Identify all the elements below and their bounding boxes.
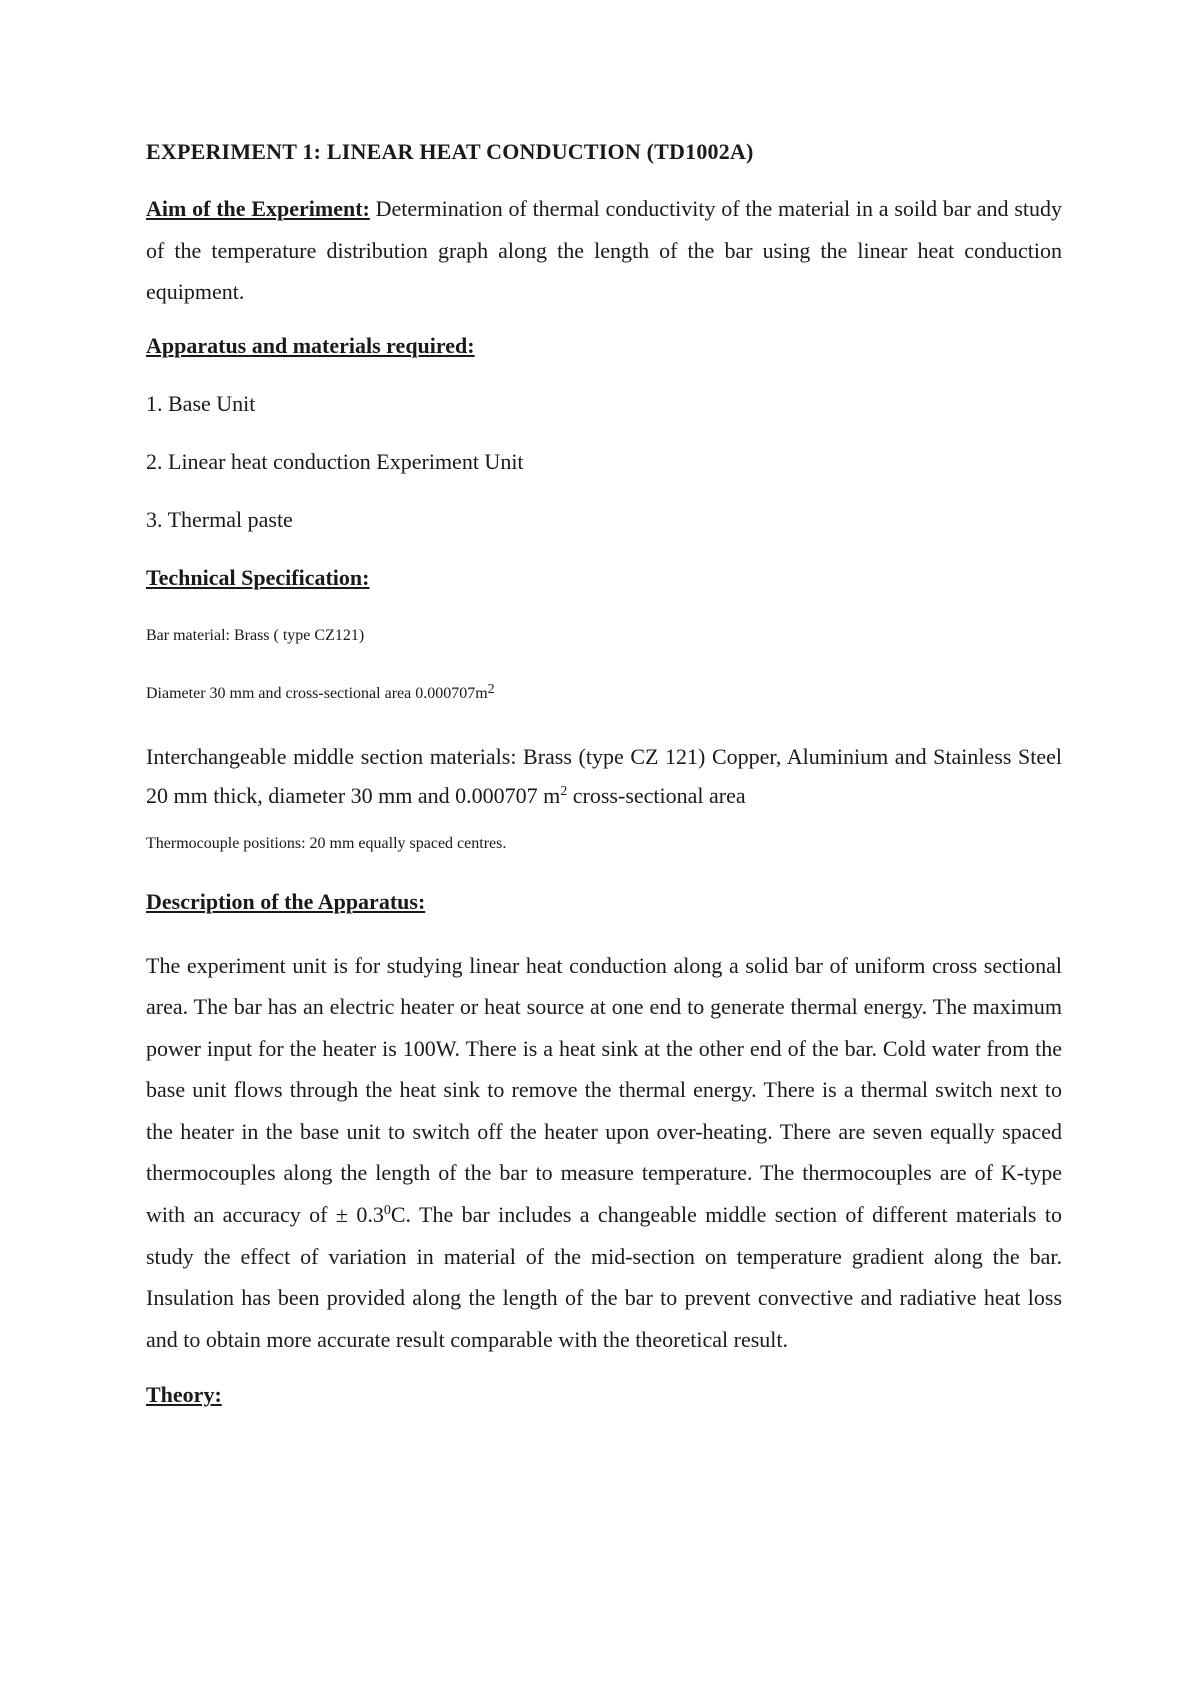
description-text-a: The experiment unit is for studying linear heat conduction along a solid bar of uniform cross sectional area. The bar has an electric heater or heat source at one end to generate thermal energy. The maximum power input for the heater is 100W. There is a heat sink at the other end of the bar. Cold water from the base unit flows through the heat sink to remove the thermal energy. There is a thermal switch next to the heater in the base unit to switch off the heater upon over-heating. There are seven equally spaced thermocouples along the length of the bar to measure temperature. The thermocouples are of K-type with an accuracy of ± 0.3 [146, 952, 1062, 1228]
description-heading: Description of the Apparatus: [146, 888, 426, 914]
theory-heading: Theory: [146, 1382, 222, 1408]
thermocouple-spec: Thermocouple positions: 20 mm equally spaced centres. [146, 834, 507, 852]
description-text-b: C. The bar includes a changeable middle section of different materials to study the effect of variation in material of the mid-section on temperature gradient along the bar. Insulation has been provided along the length of the bar to prevent convective and radiative heat loss and to obtain more accurate result comparable with the theoretical result. [146, 1202, 1062, 1352]
apparatus-item: 1. Base Unit [146, 390, 256, 416]
apparatus-item: 3. Thermal paste [146, 506, 293, 532]
diameter-superscript: 2 [487, 681, 495, 697]
page-title: EXPERIMENT 1: LINEAR HEAT CONDUCTION (TD1002A) [146, 139, 754, 164]
description-paragraph [146, 945, 1062, 1361]
middle-superscript: 2 [560, 783, 568, 799]
aim-text: Determination of thermal conductivity of the material in a soild bar and study of the temperature distribution graph along the length of the bar using the linear heat conduction equipment. [146, 196, 1062, 304]
diameter-text: Diameter 30 mm and cross-sectional area 0.000707m [146, 684, 488, 702]
middle-text-b: cross-sectional area [567, 782, 746, 808]
apparatus-item: 2. Linear heat conduction Experiment Unit [146, 448, 524, 474]
diameter-spec [146, 679, 1062, 709]
description-superscript: 0 [383, 1203, 391, 1219]
technical-heading: Technical Specification: [146, 564, 370, 590]
bar-material: Bar material: Brass ( type CZ121) [146, 626, 365, 644]
document-page [146, 138, 1062, 1438]
middle-text-a: Interchangeable middle section materials: Brass (type CZ 121) Copper, Aluminium and Stainless Steel 20 mm thick, diameter 30 mm and 0.000707 m [146, 743, 1062, 808]
aim-paragraph [146, 188, 1062, 313]
aim-label: Aim of the Experiment: [146, 196, 370, 221]
middle-section-spec [146, 737, 1062, 815]
apparatus-heading: Apparatus and materials required: [146, 332, 475, 358]
